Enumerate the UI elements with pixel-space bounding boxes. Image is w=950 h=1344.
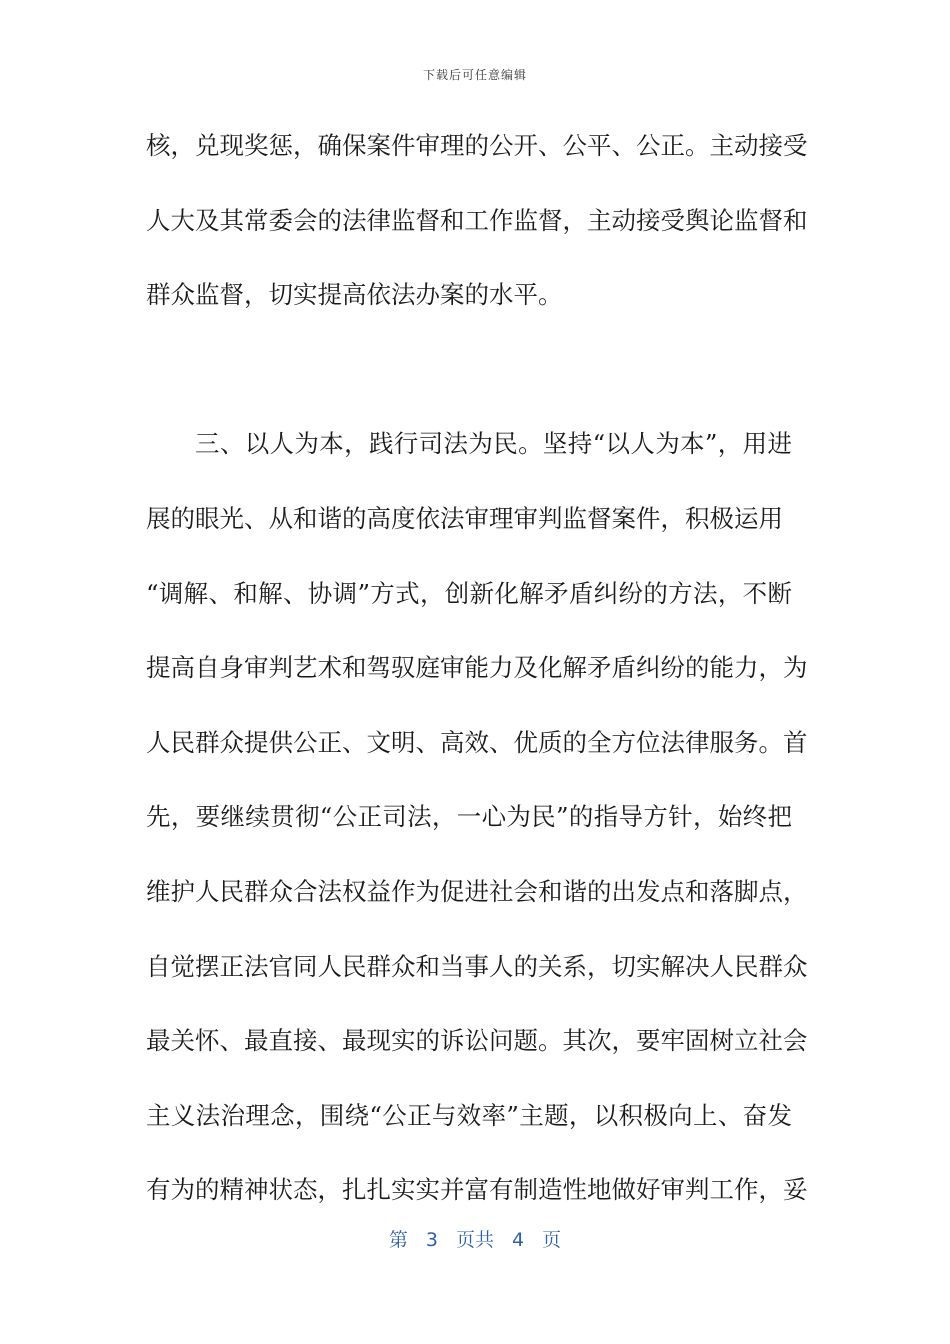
text-line: 展的眼光、从和谐的高度依法审理审判监督案件，积极运用 <box>146 503 783 533</box>
text-line: 人大及其常委会的法律监督和工作监督，主动接受舆论监督和 <box>146 205 808 235</box>
page-middle: 页共 <box>455 1229 494 1251</box>
text-line: 三、以人为本，践行司法为民。坚持“以人为本”，用进 <box>195 429 792 459</box>
page-header-note: 下载后可任意编辑 <box>422 68 527 82</box>
paragraph-spacer <box>146 342 792 417</box>
text-line: “调解、和解、协调”方式，创新化解矛盾纠纷的方法，不断 <box>146 578 792 608</box>
page-suffix: 页 <box>542 1229 562 1251</box>
text-line: 提高自身审判艺术和驾驭庭审能力及化解矛盾纠纷的能力，为 <box>146 653 808 683</box>
paragraph-1 <box>146 118 808 342</box>
document-body <box>146 118 808 1237</box>
text-line: 人民群众提供公正、文明、高效、优质的全方位法律服务。首 <box>146 727 808 757</box>
text-line: 自觉摆正法官同人民群众和当事人的关系，切实解决人民群众 <box>146 951 808 981</box>
text-line: 维护人民群众合法权益作为促进社会和谐的出发点和落脚点， <box>146 876 808 906</box>
page-footer <box>0 1225 950 1252</box>
text-line: 最关怀、最直接、最现实的诉讼问题。其次，要牢固树立社会 <box>146 1026 808 1056</box>
text-line: 核，兑现奖惩，确保案件审理的公开、公平、公正。主动接受 <box>146 131 808 160</box>
text-line: 主义法治理念，围绕“公正与效率”主题，以积极向上、奋发 <box>146 1100 792 1130</box>
text-line: 有为的精神状态，扎扎实实并富有制造性地做好审判工作，妥 <box>146 1175 808 1205</box>
text-line: 群众监督，切实提高依法办案的水平。 <box>146 280 563 310</box>
text-line: 先，要继续贯彻“公正司法，一心为民”的指导方针，始终把 <box>146 802 792 832</box>
paragraph-2 <box>146 416 808 1237</box>
page-total-number: 4 <box>512 1229 525 1251</box>
page-current-number: 3 <box>425 1229 438 1251</box>
page-prefix: 第 <box>388 1229 408 1251</box>
